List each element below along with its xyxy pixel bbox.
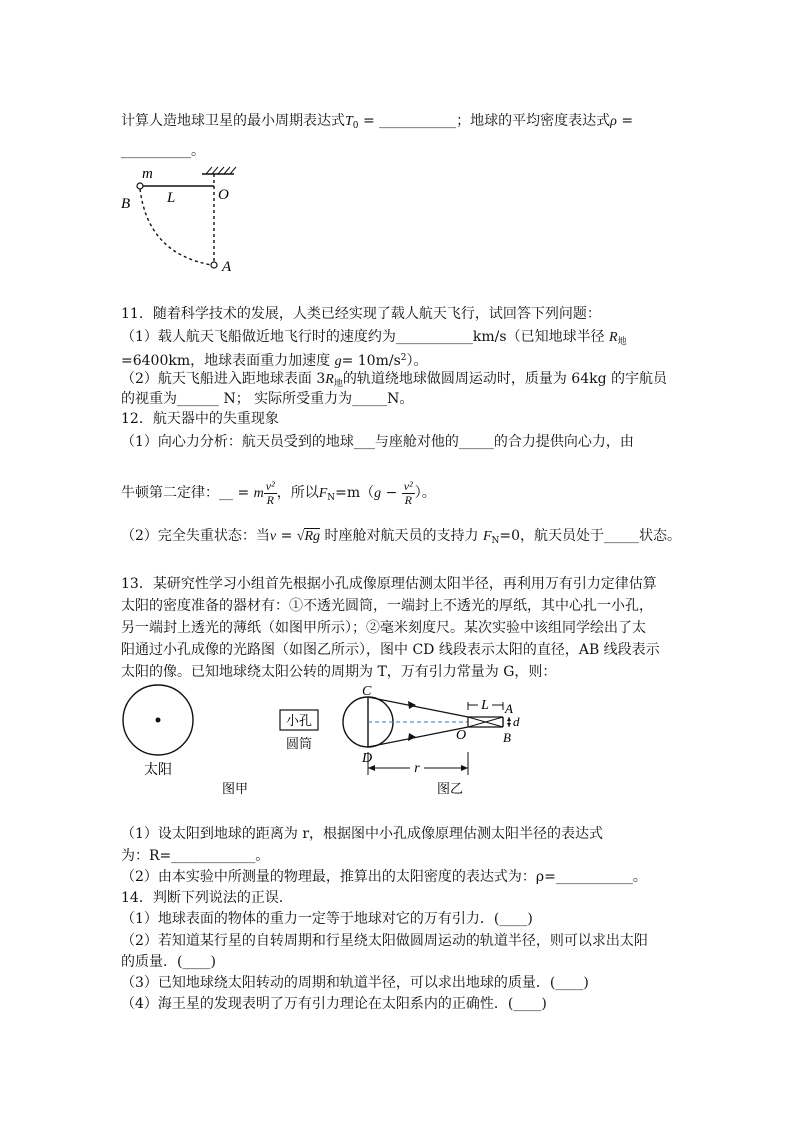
v2-over-R-fraction: $\frac{\text{v²}}{R}$ xyxy=(265,478,275,507)
hole-label: 小孔 xyxy=(285,714,313,729)
q13-line3: 另一端封上透光的薄纸（如图甲所示）；②毫米刻度尺。某次实验中该组同学绘出了太 xyxy=(121,620,646,636)
q14-statement-2-line1: （2）若知道某行星的自转周期和行星绕太阳做圆周运动的轨道半径，则可以求出太阳 xyxy=(121,933,648,949)
q10-line1: 计算人造地球卫星的最小周期表达式$T_0$ = ___________；地球的平均密度表达式ρ = xyxy=(121,113,634,131)
q13-line5: 太阳的像。已知地球绕太阳公转的周期为 T，万有引力常量为 G，则： xyxy=(121,664,557,680)
v2-over-R-fraction-2: $\frac{\text{v²}}{R}$ xyxy=(403,478,413,507)
fig-label-A: A xyxy=(222,259,232,275)
q14-statement-3: （3）已知地球绕太阳转动的周期和轨道半径，可以求出地球的质量．(____) xyxy=(121,975,589,991)
q14-statement-4: （4）海王星的发现表明了万有引力理论在太阳系内的正确性．(____) xyxy=(121,996,547,1012)
fig-label-L: L xyxy=(167,190,176,206)
q11-title: 11．随着科学技术的发展，人类已经实现了载人航天飞行，试回答下列问题： xyxy=(121,306,601,322)
q11-part2-line1: （2）航天飞船进入距地球表面 $3R_地$的轨道绕地球做圆周运动时，质量为 64kg 的宇航员 xyxy=(121,371,668,389)
q12-title: 12．航天器中的失重现象 xyxy=(121,411,279,427)
q11-part2-line2: 的视重为______ N； 实际所受重力为_____N。 xyxy=(121,391,414,407)
label-L: L xyxy=(481,698,489,713)
tube-label: 圆筒 xyxy=(285,737,313,752)
pinhole-figure xyxy=(118,680,538,805)
q13-part1-line1: （1）设太阳到地球的距离为 r，根据图中小孔成像原理估测太阳半径的表达式 xyxy=(121,826,604,842)
label-A: A xyxy=(505,701,513,716)
q12-part2: （2）完全失重状态：当v = √Rg 时座舱对航天员的支持力 $F_N=0$，航天员处于_____状态。 xyxy=(121,528,682,546)
q13-line1: 13．某研究性学习小组首先根据小孔成像原理估测太阳半径，再利用万有引力定律估算 xyxy=(121,576,657,592)
label-r: r xyxy=(414,761,420,776)
q10-line2: __________。 xyxy=(121,143,205,159)
q14-statement-2-line2: 的质量．(____) xyxy=(121,954,216,970)
sun-label: 太阳 xyxy=(144,762,172,778)
fig-label-m: m xyxy=(142,166,153,182)
q12-part1-line1: （1）向心力分析：航天员受到的地球___与座舱对他的_____的合力提供向心力，由 xyxy=(121,434,634,450)
label-D: D xyxy=(362,751,373,766)
q13-part1-line2: 为：R=____________。 xyxy=(121,848,270,864)
q12-part1-line2: 牛顿第二定律：__ = m $\frac{\text{v²}}{R}$ ，所以$F_N=m(g$ − $\frac{\text{v²}}{R}$ ）。 xyxy=(121,478,436,507)
label-B: B xyxy=(503,730,511,745)
pendulum-figure xyxy=(112,162,247,277)
q14-statement-1: （1）地球表面的物体的重力一定等于地球对它的万有引力．(____) xyxy=(121,911,533,927)
label-O: O xyxy=(456,728,467,743)
q13-line4: 阳通过小孔成像的光路图（如图乙所示），图中 CD 线段表示太阳的直径，AB 线段表示 xyxy=(121,642,660,658)
q11-part1-line2: =6400km，地球表面重力加速度 $g= 10m/s^2$）。 xyxy=(121,353,428,369)
fig-label-B: B xyxy=(121,196,131,212)
label-C: C xyxy=(362,684,372,699)
label-d: d xyxy=(513,714,520,729)
q14-title: 14．判断下列说法的正误． xyxy=(121,890,293,906)
caption-a: 图甲 xyxy=(221,782,249,797)
caption-b: 图乙 xyxy=(436,782,464,797)
q13-part2: （2）由本实验中所测量的物理最，推算出的太阳密度的表达式为：ρ=___________。 xyxy=(121,869,647,885)
fig-label-O: O xyxy=(218,187,229,203)
q13-line2: 太阳的密度准备的器材有：①不透光圆筒，一端封上不透光的厚纸，其中心扎一小孔， xyxy=(121,598,653,614)
q11-part1-line1: （1）载人航天飞船做近地飞行时的速度约为___________km/s（已知地球半径 $R_地$ xyxy=(121,329,627,347)
